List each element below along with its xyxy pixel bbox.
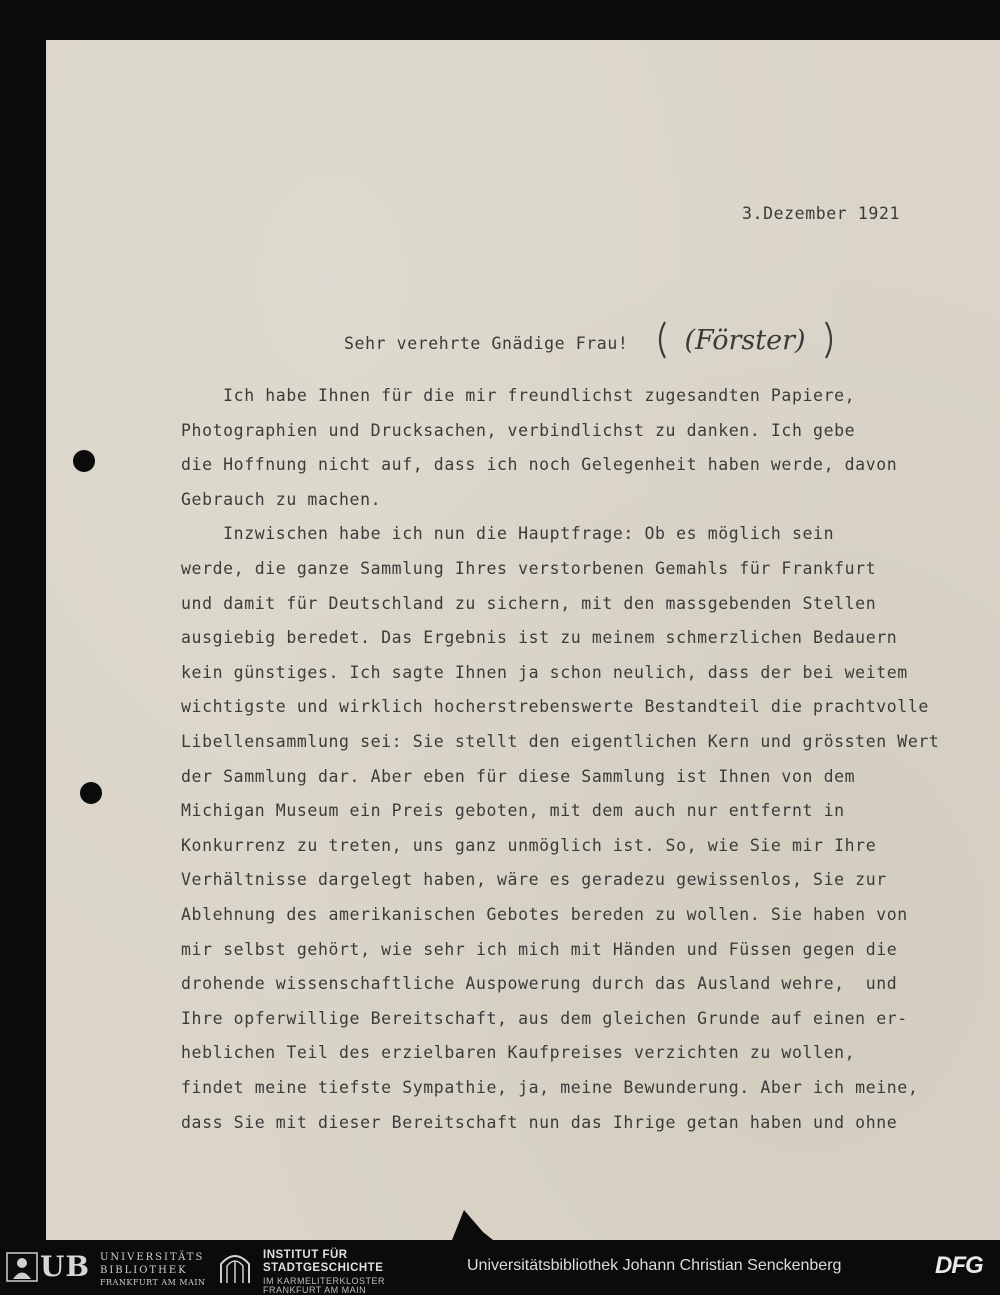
isg-line-karmeliterkloster: IM KARMELITERKLOSTER — [263, 1276, 386, 1286]
dfg-logo: DFG — [935, 1252, 983, 1279]
punch-hole-top — [73, 450, 95, 472]
ub-logo-text: UB — [40, 1250, 91, 1283]
letter-line: die Hoffnung nicht auf, dass ich noch Gelegenheit haben werde, davon — [181, 455, 898, 475]
punch-hole-bottom — [80, 782, 102, 804]
letter-line: ausgiebig beredet. Das Ergebnis ist zu meinem schmerzlichen Bedauern — [181, 628, 898, 648]
letter-line: findet meine tiefste Sympathie, ja, meine Bewunderung. Aber ich meine, — [181, 1078, 919, 1097]
letter-line: Ihre opferwillige Bereitschaft, aus dem gleichen Grunde auf einen er- — [181, 1008, 908, 1028]
letter-line: Ablehnung des amerikanischen Gebotes bereden zu wollen. Sie haben von — [181, 905, 908, 924]
letter-line: werde, die ganze Sammlung Ihres verstorbenen Gemahls für Frankfurt — [181, 559, 877, 578]
isg-arch-icon — [218, 1250, 252, 1284]
letter-line: Michigan Museum ein Preis geboten, mit dem auch nur entfernt in — [181, 801, 845, 821]
annotation-text: (Förster) — [684, 325, 806, 356]
letter-line: wichtigste und wirklich hocherstrebenswerte Bestandteil die prachtvolle — [181, 697, 929, 717]
letter-line: dass Sie mit dieser Bereitschaft nun das Ihrige getan haben und ohne — [181, 1112, 898, 1132]
letter-line: Photographien und Drucksachen, verbindlichst zu danken. Ich gebe — [181, 420, 856, 440]
letter-line: Ich habe Ihnen für die mir freundlichst zugesandten Papiere, — [181, 386, 856, 405]
isg-line-frankfurt: FRANKFURT AM MAIN — [263, 1285, 367, 1295]
letter-line: mir selbst gehört, wie sehr ich mich mit Händen und Füssen gegen die — [181, 939, 898, 959]
isg-line-stadtgeschichte: STADTGESCHICHTE — [263, 1262, 384, 1274]
ub-crest-icon — [6, 1252, 38, 1282]
salutation: Sehr verehrte Gnädige Frau! — [344, 334, 629, 353]
letter-line: Gebrauch zu machen. — [181, 489, 382, 509]
letter-line: Libellensammlung sei: Sie stellt den eigentlichen Kern und grössten Wert — [181, 732, 940, 751]
ub-line-frankfurt: FRANKFURT AM MAIN — [100, 1278, 206, 1287]
handwritten-annotation — [653, 318, 838, 362]
letter-line: Verhältnisse dargelegt haben, wäre es geradezu gewissenlos, Sie zur — [181, 870, 887, 890]
letter-line: Konkurrenz zu treten, uns ganz unmöglich ist. So, wie Sie mir Ihre — [181, 835, 877, 855]
isg-line-institut: INSTITUT FÜR — [263, 1249, 348, 1261]
ub-line-bibliothek: BIBLIOTHEK — [100, 1265, 188, 1276]
letter-line: und damit für Deutschland zu sichern, mit den massgebenden Stellen — [181, 593, 877, 613]
letter-line: Inzwischen habe ich nun die Hauptfrage: Ob es möglich sein — [181, 524, 835, 544]
library-name: Universitätsbibliothek Johann Christian Senckenberg — [467, 1257, 842, 1274]
ub-line-universitaets: UNIVERSITÄTS — [100, 1252, 205, 1263]
letter-date: 3.Dezember 1921 — [742, 204, 901, 223]
letter-line: kein günstiges. Ich sagte Ihnen ja schon neulich, dass der bei weitem — [181, 662, 908, 682]
letter-line: drohende wissenschaftliche Auspowerung durch das Ausland wehre, und — [181, 974, 898, 994]
letter-line: der Sammlung dar. Aber eben für diese Sammlung ist Ihnen von dem — [181, 766, 856, 786]
letter-line: heblichen Teil des erzielbaren Kaufpreises verzichten zu wollen, — [181, 1043, 856, 1063]
